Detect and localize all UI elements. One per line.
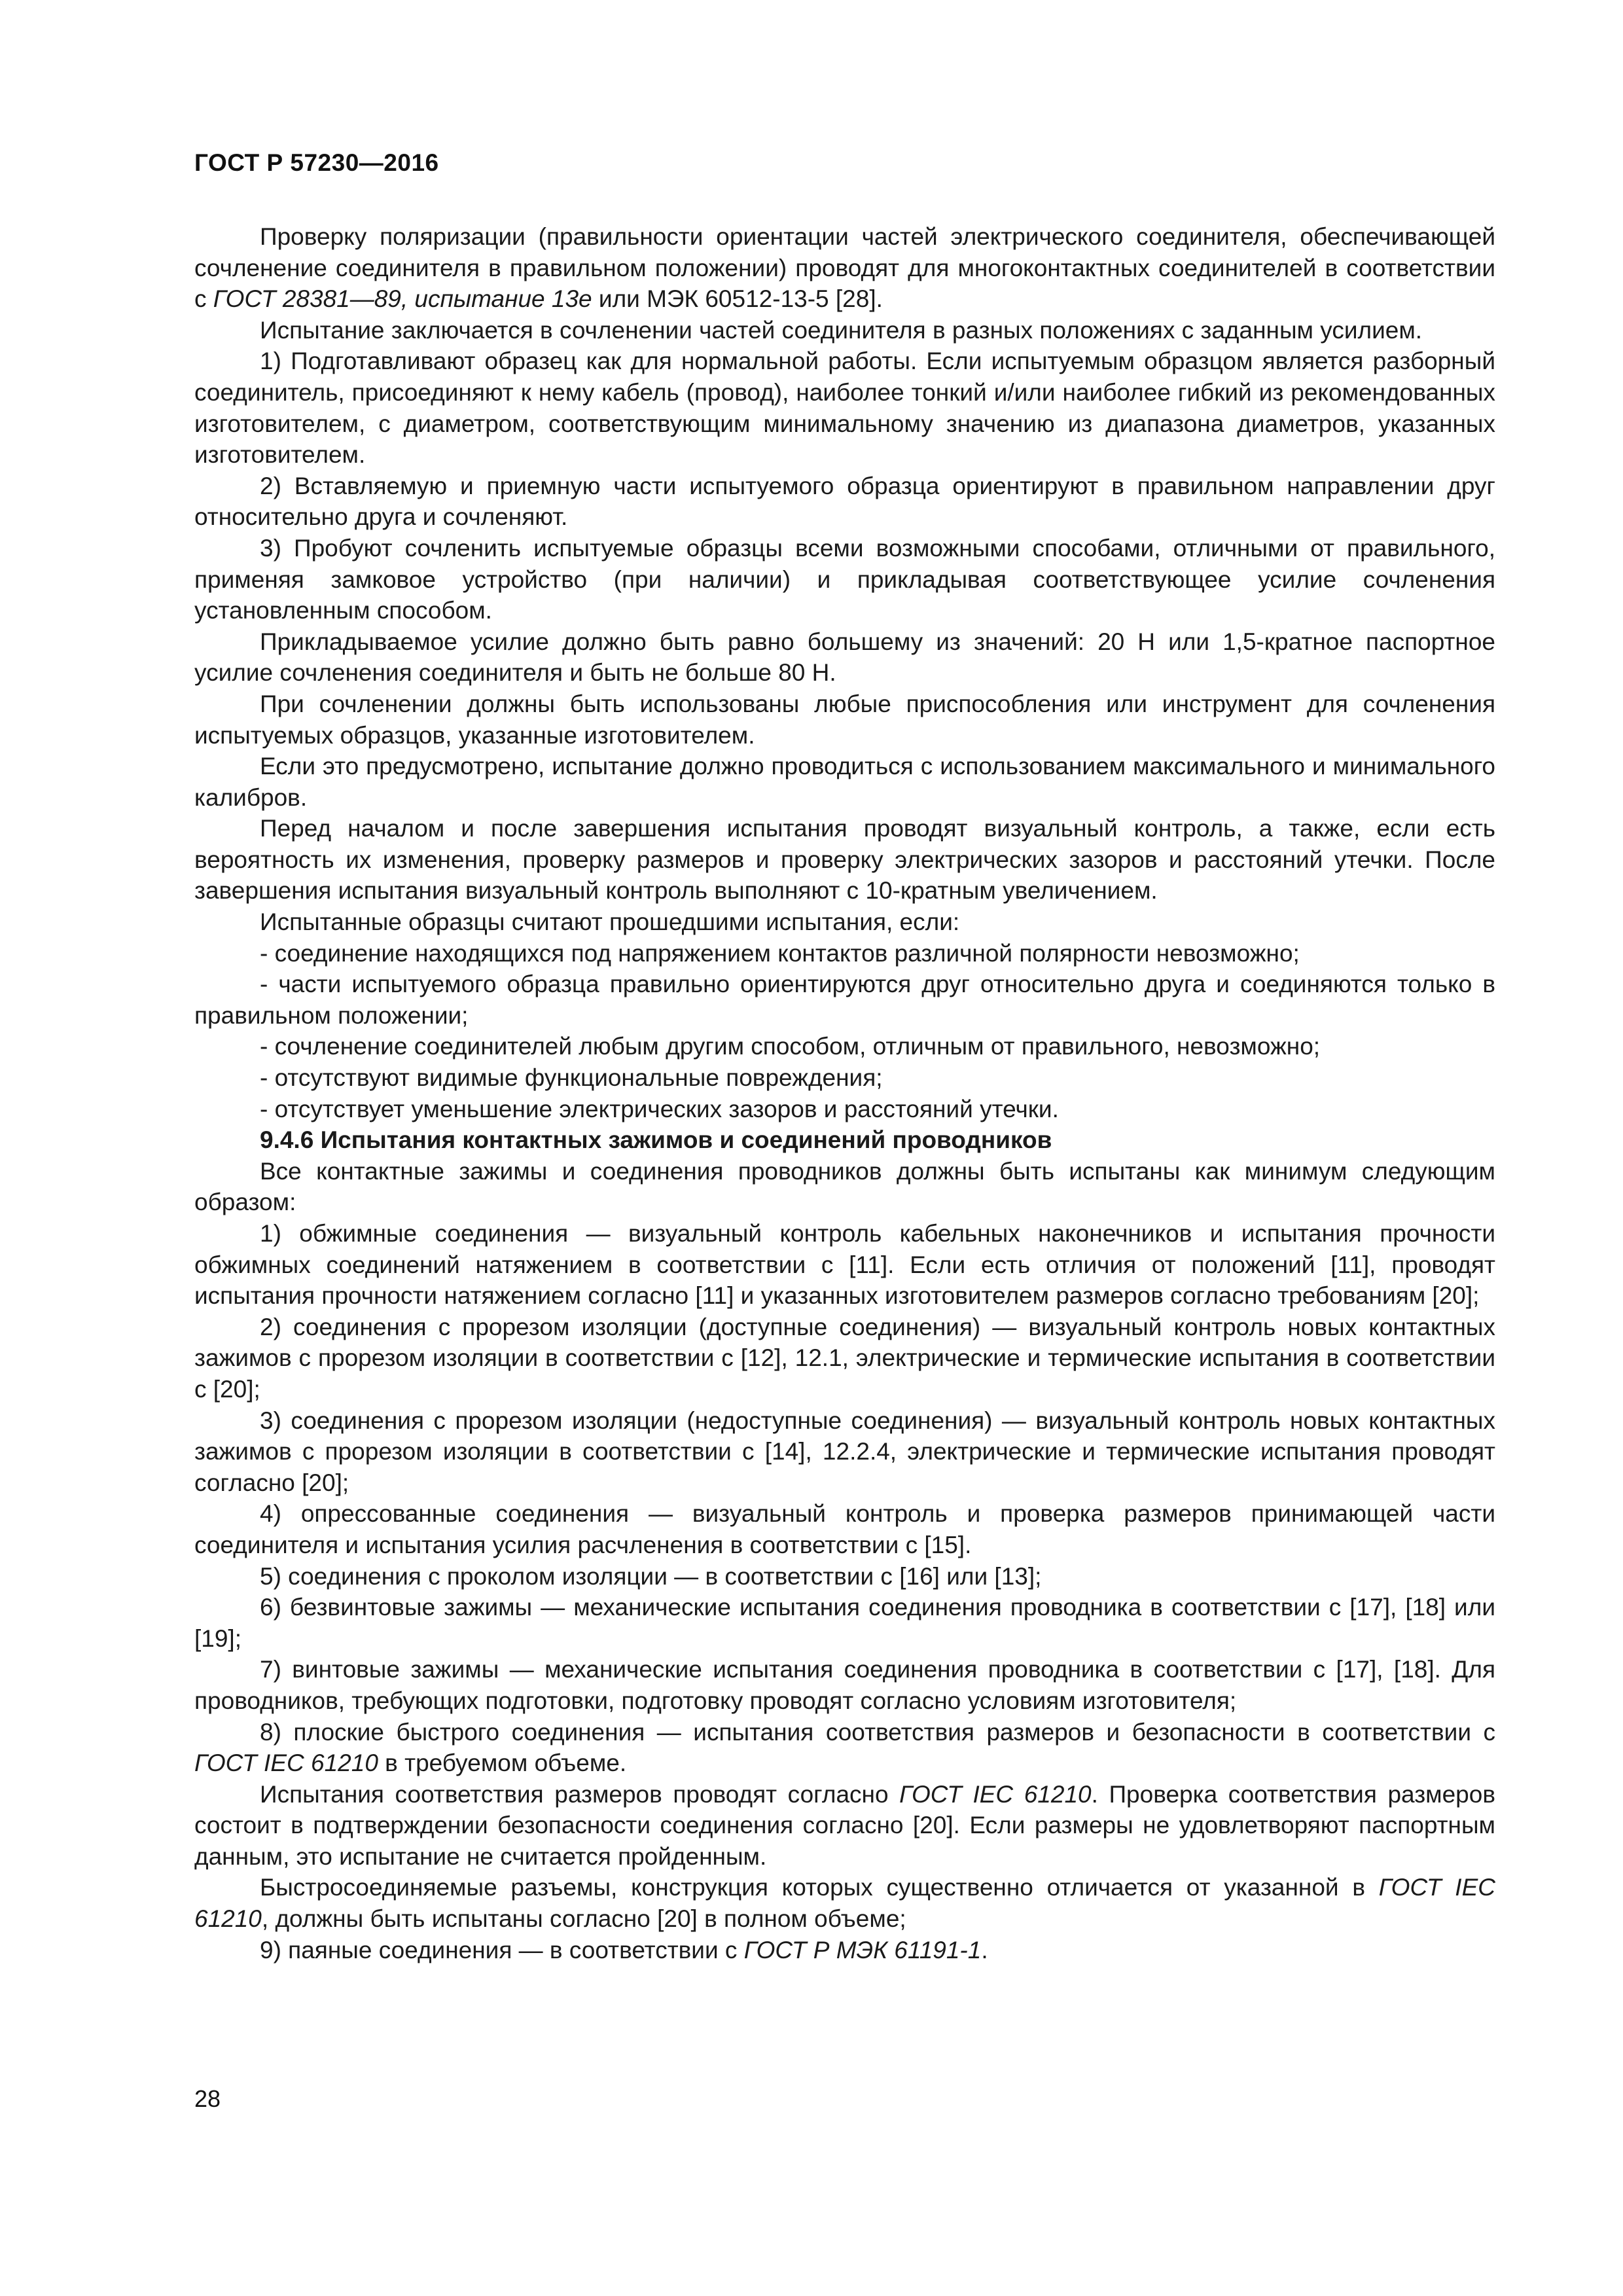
list-item: - отсутствует уменьшение электрических зазоров и расстояний утечки.: [260, 1095, 1059, 1122]
list-item: - отсутствуют видимые функциональные повреждения;: [260, 1064, 883, 1092]
paragraph: 5) соединения с проколом изоляции — в соответствии с [16] или [13];: [260, 1562, 1042, 1590]
paragraph: Быстросоединяемые разъемы, конструкция которых существенно отличается от указанной в ГОСТ IEC 61210, должны быть испытаны согласно [20] в полном объеме;: [194, 1874, 1495, 1933]
paragraph: Испытанные образцы считают прошедшими испытания, если:: [260, 908, 960, 936]
list-item: - соединение находящихся под напряжением контактов различной полярности невозможно;: [260, 939, 1300, 967]
paragraph: 9) паяные соединения — в соответствии с ГОСТ Р МЭК 61191-1.: [260, 1936, 988, 1964]
paragraph: 2) Вставляемую и приемную части испытуемого образца ориентируют в правильном направлении друг относительно друга и сочленяют.: [194, 472, 1495, 531]
paragraph: Если это предусмотрено, испытание должно проводиться с использованием максимального и минимального калибров.: [194, 753, 1495, 811]
paragraph: Прикладываемое усилие должно быть равно большему из значений: 20 Н или 1,5-кратное паспортное усилие сочленения соединителя и быть не больше 80 Н.: [194, 628, 1495, 687]
paragraph: 7) винтовые зажимы — механические испытания соединения проводника в соответствии с [17], [18]. Для проводников, требующих подготовки, подготовку проводят согласно условиям изготовителя;: [194, 1656, 1495, 1714]
paragraph: При сочленении должны быть использованы любые приспособления или инструмент для сочленения испытуемых образцов, указанные изготовителем.: [194, 690, 1495, 749]
paragraph: 6) безвинтовые зажимы — механические испытания соединения проводника в соответствии с [17], [18] или [19];: [194, 1594, 1495, 1652]
document-body: [194, 221, 1495, 1965]
paragraph: Перед началом и после завершения испытания проводят визуальный контроль, а также, если есть вероятность их изменения, проверку размеров и проверку электрических зазоров и расстояний утечки. После завершения испытания визуальный контроль выполняют с 10-кратным увеличением.: [194, 815, 1495, 905]
paragraph: 1) обжимные соединения — визуальный контроль кабельных наконечников и испытания прочности обжимных соединений натяжением в соответствии с [11]. Если есть отличия от положений [11], проводят испытания прочности натяжением согласно [11] и указанных изготовителем размеров согласно требованиям [20];: [194, 1220, 1495, 1310]
list-item: - сочленение соединителей любым другим способом, отличным от правильного, невозможно;: [260, 1033, 1321, 1060]
paragraph: 4) опрессованные соединения — визуальный контроль и проверка размеров принимающей части соединителя и испытания усилия расчленения в соответствии с [15].: [194, 1500, 1495, 1558]
paragraph: 3) Пробуют сочленить испытуемые образцы всеми возможными способами, отличными от правильного, применяя замковое устройство (при наличии) и прикладывая соответствующее усилие сочленения установленным способом.: [194, 534, 1495, 624]
paragraph: 8) плоские быстрого соединения — испытания соответствия размеров и безопасности в соответствии с ГОСТ IEC 61210 в требуемом объеме.: [194, 1718, 1495, 1777]
section-heading: 9.4.6 Испытания контактных зажимов и соединений проводников: [260, 1126, 1052, 1154]
paragraph: 3) соединения с прорезом изоляции (недоступные соединения) — визуальный контроль новых контактных зажимов с прорезом изоляции в соответствии с [14], 12.2.4, электрические и термические испытания проводят согласно [20];: [194, 1407, 1495, 1496]
document-header: ГОСТ Р 57230—2016: [194, 149, 439, 176]
paragraph: 2) соединения с прорезом изоляции (доступные соединения) — визуальный контроль новых контактных зажимов с прорезом изоляции в соответствии с [12], 12.1, электрические и термические испытания в соответствии с [20];: [194, 1313, 1495, 1403]
paragraph: Все контактные зажимы и соединения проводников должны быть испытаны как минимум следующим образом:: [194, 1157, 1495, 1216]
paragraph: Проверку поляризации (правильности ориентации частей электрического соединителя, обеспечивающей сочленение соединителя в правильном положении) проводят для многоконтактных соединителей в соответствии с ГОСТ 28381—89, испытание 13е или МЭК 60512-13-5 [28].: [194, 223, 1495, 313]
list-item: - части испытуемого образца правильно ориентируются друг относительно друга и соединяются только в правильном положении;: [194, 971, 1495, 1029]
paragraph: 1) Подготавливают образец как для нормальной работы. Если испытуемым образцом является разборный соединитель, присоединяют к нему кабель (провод), наиболее тонкий и/или наиболее гибкий из рекомендованных изготовителем, с диаметром, соответствующим минимальному значению из диапазона диаметров, указанных изготовителем.: [194, 348, 1495, 469]
paragraph: Испытание заключается в сочленении частей соединителя в разных положениях с заданным усилием.: [260, 316, 1423, 344]
page-number: 28: [194, 2085, 221, 2112]
paragraph: Испытания соответствия размеров проводят согласно ГОСТ IEC 61210. Проверка соответствия размеров состоит в подтверждении безопасности соединения согласно [20]. Если размеры не удовлетворяют паспортным данным, это испытание не считается пройденным.: [194, 1780, 1495, 1870]
